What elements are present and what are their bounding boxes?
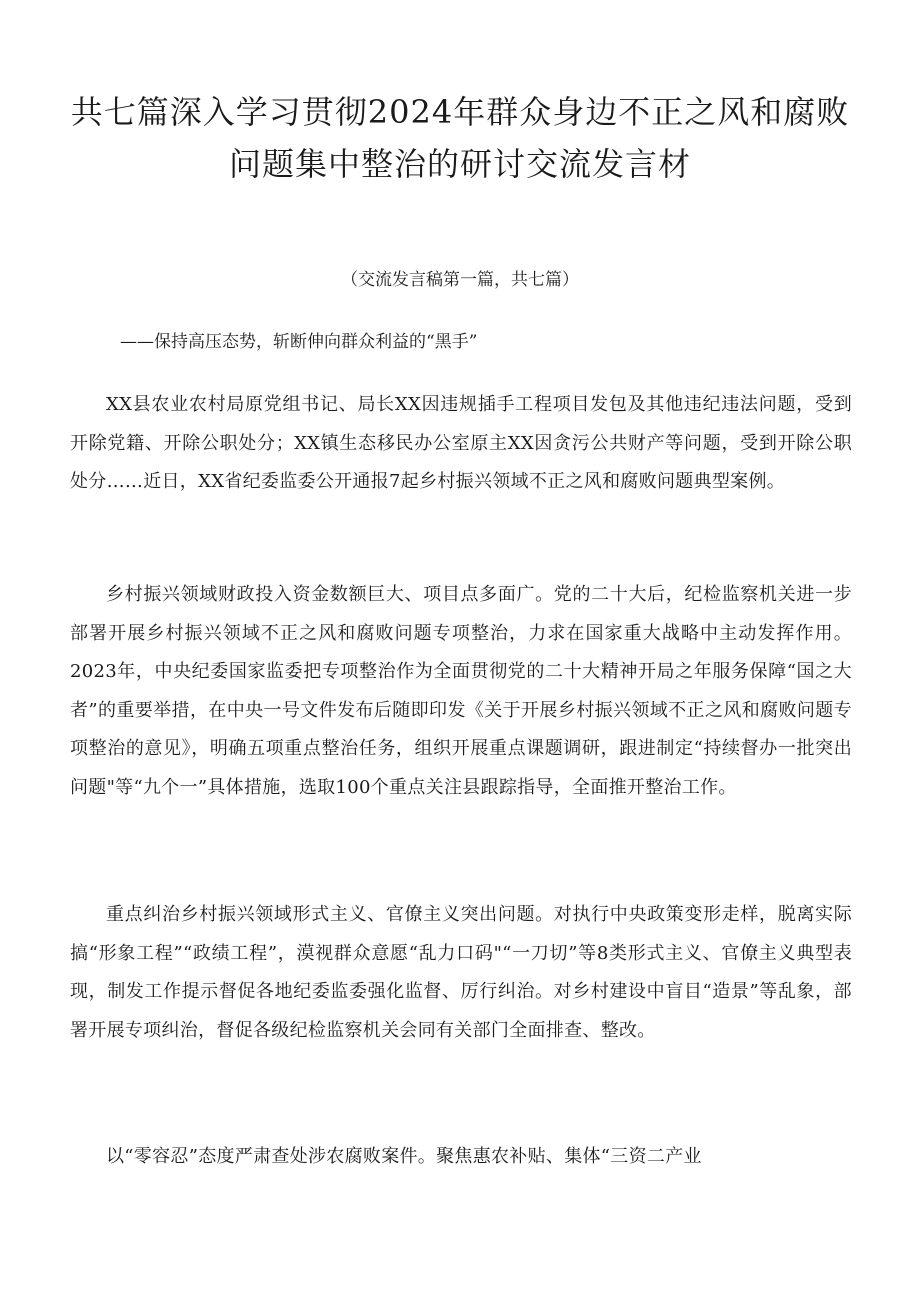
body-paragraph: 重点纠治乡村振兴领域形式主义、官僚主义突出问题。对执行中央政策变形走样，脱离实际搞“形象工程”“政绩工程”，漠视群众意愿“乱力口码"“一刀切”等8类形式主义、官僚主义典型表现，制发工作提示督促各地纪委监委强化监督、厉行纠治。对乡村建设中盲目“造景”等乱象，部署开展专项纠治，督促各级纪检监察机关会同有关部门全面排查、整改。 (70, 904, 852, 1041)
body-paragraph: XX县农业农村局原党组书记、局长XX因违规插手工程项目发包及其他违纪违法问题，受到开除党籍、开除公职处分；XX镇生态移民办公室原主XX因贪污公共财产等问题，受到开除公职处分……近日，XX省纪委监委公开通报7起乡村振兴领域不正之风和腐败问题典型案例。 (70, 394, 852, 492)
body-paragraph: 以“零容忍”态度严肃查处涉农腐败案件。聚焦惠农补贴、集体“三资二产业 (106, 1146, 702, 1167)
document-tagline: ——保持高压态势，斩断伸向群众利益的“黑手” (120, 332, 478, 352)
document-title: 共七篇深入学习贯彻2024年群众身边不正之风和腐败问题集中整治的研讨交流发言材 (70, 93, 850, 183)
document-subtitle: （交流发言稿第一篇，共七篇） (341, 270, 579, 290)
body-paragraph: 乡村振兴领域财政投入资金数额巨大、项目点多面广。党的二十大后，纪检监察机关进一步部署开展乡村振兴领域不正之风和腐败问题专项整治，力求在国家重大战略中主动发挥作用。2023年，中央纪委国家监委把专项整治作为全面贯彻党的二十大精神开局之年服务保障“国之大者”的重要举措，在中央一号文件发布后随即印发《关于开展乡村振兴领域不正之风和腐败问题专项整治的意见》，明确五项重点整治任务，组织开展重点课题调研，跟进制定“持续督办一批突出问题"等“九个一”具体措施，选取100个重点关注县跟踪指导，全面推开整治工作。 (70, 584, 852, 798)
